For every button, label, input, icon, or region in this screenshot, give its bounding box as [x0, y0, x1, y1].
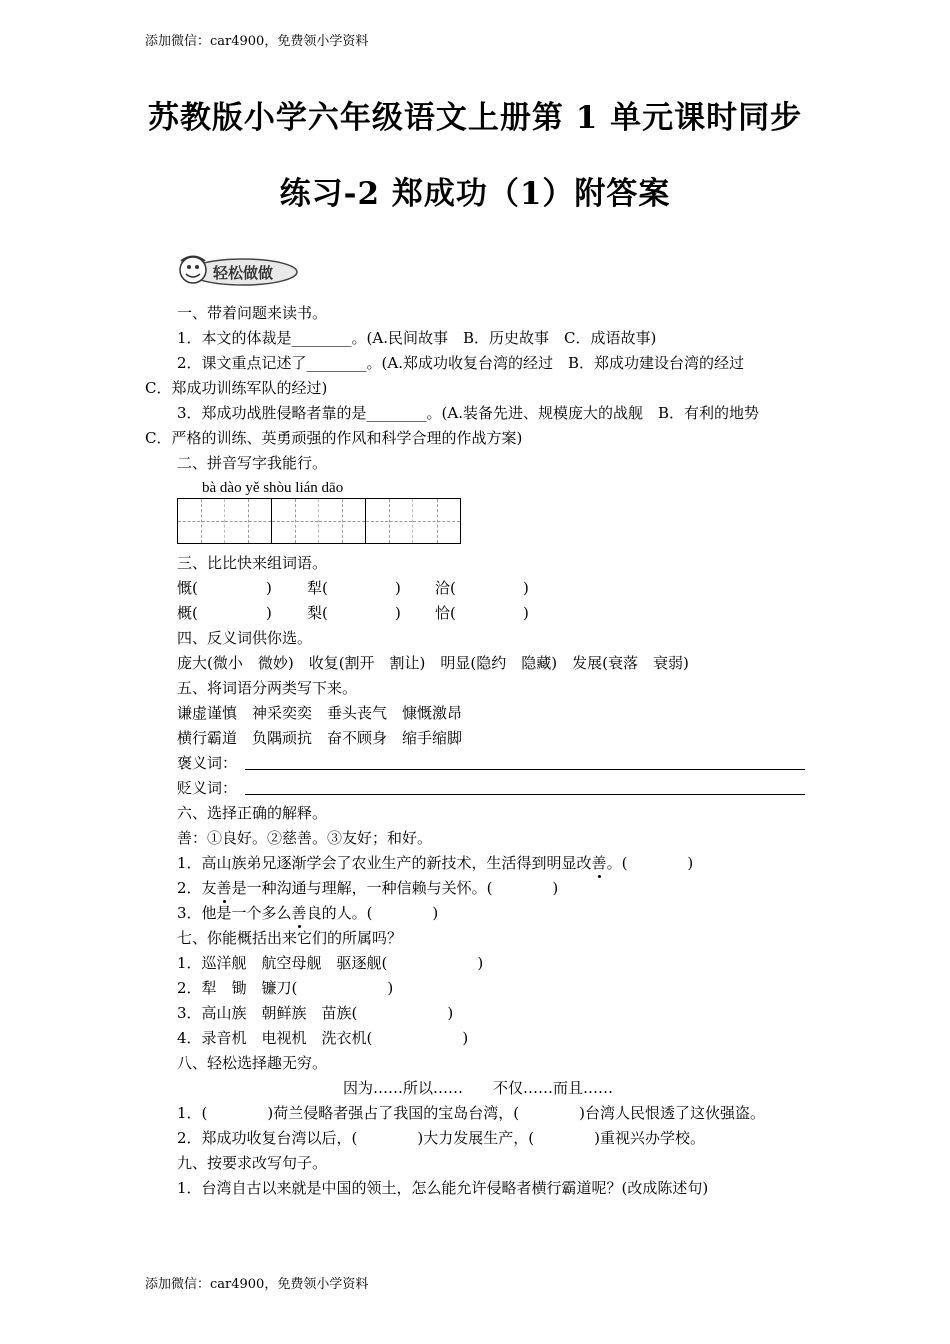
s1-question-3b: C．严格的训练、英勇顽强的作风和科学合理的作战方案) — [145, 429, 523, 447]
s8-options: 因为……所以…… 不仅……而且…… — [343, 1079, 614, 1097]
grid-cell[interactable] — [413, 499, 460, 543]
s3-r1-c1: ) — [266, 579, 272, 597]
section-1-heading: 一、带着问题来读书。 — [177, 304, 328, 322]
grid-cell[interactable] — [319, 499, 366, 543]
praise-answer-line[interactable] — [245, 769, 805, 770]
section-5-heading: 五、将词语分两类写下来。 — [177, 679, 358, 697]
header-note: 添加微信：car4900，免费领小学资料 — [145, 34, 369, 49]
badge-label: 轻松做做 — [213, 264, 274, 282]
s3-r1-w2: 犁( — [307, 579, 328, 597]
grid-cell[interactable] — [225, 499, 272, 543]
s7-question-1: 1．巡洋舰 航空母舰 驱逐舰( ) — [177, 954, 484, 972]
s5-words-row-1: 谦虚谨慎 神采奕奕 垂头丧气 慷慨激昂 — [177, 704, 463, 722]
s3-r2-c1: ) — [266, 604, 272, 622]
grid-cell[interactable] — [178, 499, 225, 543]
s1-question-1: 1．本文的体裁是________。(A.民间故事 B．历史故事 C．成语故事) — [177, 329, 657, 347]
s6-question-3: 3．他是一个多么善良的人。( ) — [177, 904, 439, 922]
page-title-line-1: 苏教版小学六年级语文上册第 1 单元课时同步 — [147, 100, 803, 136]
section-9-heading: 九、按要求改写句子。 — [177, 1154, 328, 1172]
s3-r1-w1: 慨( — [177, 579, 198, 597]
section-2-heading: 二、拼音写字我能行。 — [177, 454, 328, 472]
s4-antonyms: 庞大(微小 微妙) 收复(割开 割让) 明显(隐约 隐藏) 发展(衰落 衰弱) — [177, 654, 689, 672]
s7-question-3: 3．高山族 朝鲜族 苗族( ) — [177, 1004, 454, 1022]
s6-question-2: 2．友善是一种沟通与理解，一种信赖与关怀。( ) — [177, 879, 559, 897]
s3-r2-w3: 恰( — [435, 604, 456, 622]
s3-r2-w1: 概( — [177, 604, 198, 622]
s3-r2-c3: ) — [523, 604, 529, 622]
s7-question-4: 4．录音机 电视机 洗衣机( ) — [177, 1029, 469, 1047]
section-6-heading: 六、选择正确的解释。 — [177, 804, 328, 822]
s5-praise-label: 褒义词： — [177, 754, 238, 772]
section-3-heading: 三、比比快来组词语。 — [177, 554, 328, 572]
grid-cell[interactable] — [272, 499, 319, 543]
s7-question-2: 2．犁 锄 镰刀( ) — [177, 979, 394, 997]
s6-definitions: 善：①良好。②慈善。③友好；和好。 — [177, 829, 433, 847]
s5-derog-label: 贬义词： — [177, 779, 238, 797]
s1-question-3a: 3．郑成功战胜侵略者靠的是________。(A.装备先进、规模庞大的战舰 B．有利的地势 — [177, 404, 760, 422]
footer-note: 添加微信：car4900，免费领小学资料 — [145, 1277, 369, 1292]
pinyin-line: bà dào yě shòu lián dāo — [202, 480, 344, 496]
s8-question-2: 2．郑成功收复台湾以后，( )大力发展生产，( )重视兴办学校。 — [177, 1129, 705, 1147]
s6-question-1: 1．高山族弟兄逐渐学会了农业生产的新技术，生活得到明显改善。( ) — [177, 854, 694, 872]
derog-answer-line[interactable] — [245, 794, 805, 795]
section-8-heading: 八、轻松选择趣无穷。 — [177, 1054, 328, 1072]
s3-r1-w3: 洽( — [435, 579, 456, 597]
s3-r2-c2: ) — [395, 604, 401, 622]
s5-words-row-2: 横行霸道 负隅顽抗 奋不顾身 缩手缩脚 — [177, 729, 463, 747]
page-title-line-2: 练习-2 郑成功（1）附答案 — [279, 176, 671, 212]
grid-cell[interactable] — [366, 499, 413, 543]
s9-question-1: 1．台湾自古以来就是中国的领土，怎么能允许侵略者横行霸道呢？(改成陈述句) — [177, 1179, 709, 1197]
section-7-heading: 七、你能概括出来它们的所属吗？ — [177, 929, 403, 947]
writing-grid[interactable] — [177, 498, 461, 544]
s3-r1-c3: ) — [523, 579, 529, 597]
section-4-heading: 四、反义词供你选。 — [177, 629, 313, 647]
s8-question-1: 1．( )荷兰侵略者强占了我国的宝岛台湾，( )台湾人民恨透了这伙强盗。 — [177, 1104, 765, 1122]
easy-practice-badge — [175, 252, 300, 288]
s1-question-2b: C．郑成功训练军队的经过) — [145, 379, 328, 397]
s3-r1-c2: ) — [395, 579, 401, 597]
s3-r2-w2: 梨( — [307, 604, 328, 622]
s1-question-2a: 2．课文重点记述了________。(A.郑成功收复台湾的经过 B．郑成功建设台湾的经过 — [177, 354, 745, 372]
